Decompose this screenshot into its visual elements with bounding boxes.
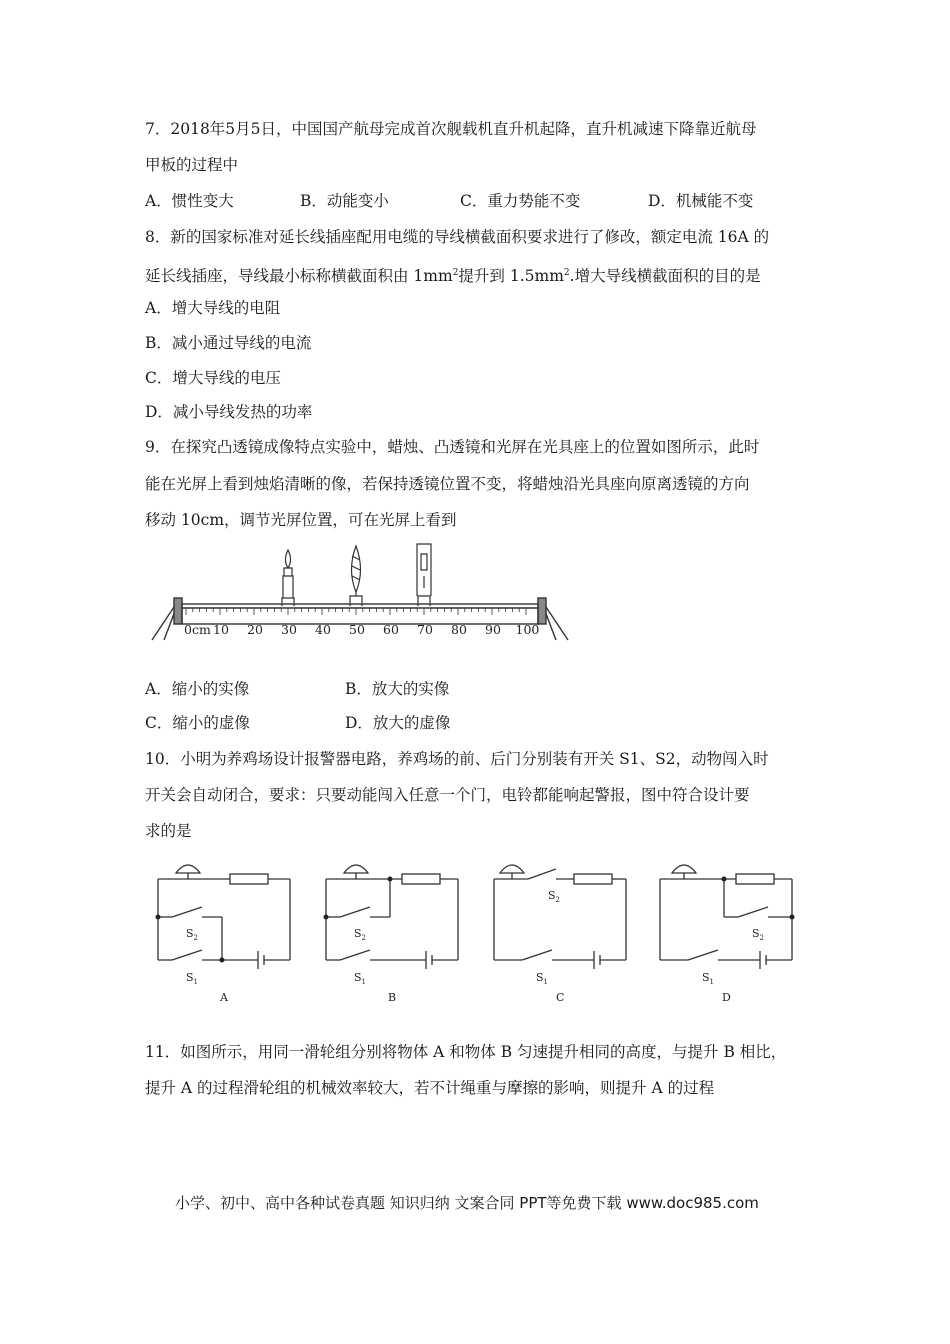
q9-stem-line2: 能在光屏上看到烛焰清晰的像，若保持透镜位置不变，将蜡烛沿光具座向原离透镜的方向: [145, 475, 750, 493]
convex-lens: [350, 546, 362, 606]
q8-option-d: D．减小导线发热的功率: [145, 403, 313, 421]
switch-s1: [522, 950, 552, 960]
resistor: [402, 874, 440, 884]
switch-s2: [172, 907, 202, 917]
circuit-label-b: B: [388, 991, 397, 1004]
switch-s1: [172, 950, 202, 960]
label-s2: $S_2$: [752, 927, 765, 942]
label-s1: $S_1$: [702, 971, 715, 986]
switch-s2: [340, 907, 370, 917]
q11-stem-line1: 11．如图所示，用同一滑轮组分别将物体 A 和物体 B 匀速提升相同的高度，与提升 B 相比，: [145, 1043, 787, 1061]
q7-stem-line1: 7．2018年5月5日，中国国产航母完成首次舰载机直升机起降，直升机减速下降靠近航母: [145, 120, 757, 138]
q8-stem-line2-part-b: 提升到 1.5mm: [458, 267, 564, 286]
q10-stem-line2: 开关会自动闭合，要求：只要动能闯入任意一个门，电铃都能响起警报，图中符合设计要: [145, 786, 750, 804]
bench-label: 70: [417, 622, 433, 637]
switch-s2: [738, 907, 768, 917]
q9-option-b: B．放大的实像: [345, 680, 450, 698]
q8-superscript-2: 2: [563, 268, 570, 278]
q8-stem-line2-part-a: 延长线插座，导线最小标称横截面积由 1mm: [145, 267, 453, 286]
resistor: [736, 874, 774, 884]
circuit-a: [150, 855, 300, 1005]
circuit-d: [652, 855, 802, 1005]
bell-icon: [672, 865, 696, 873]
q7-option-a: A．惯性变大: [145, 192, 234, 210]
bench-label: 10: [213, 622, 229, 637]
label-s1: $S_1$: [536, 971, 549, 986]
bench-label: 40: [315, 622, 331, 637]
q7-option-c: C．重力势能不变: [460, 192, 581, 210]
q10-stem-line1: 10．小明为养鸡场设计报警器电路，养鸡场的前、后门分别装有开关 S1、S2，动物闯入时: [145, 750, 769, 768]
q7-stem-line2: 甲板的过程中: [145, 156, 239, 174]
q9-option-c: C．缩小的虚像: [145, 714, 250, 732]
q9-option-a: A．缩小的实像: [145, 680, 250, 698]
label-s2: $S_2$: [186, 927, 199, 942]
q8-option-b: B．减小通过导线的电流: [145, 334, 312, 352]
switch-s1: [340, 950, 370, 960]
circuit-b: [318, 855, 468, 1005]
bell-icon: [176, 865, 200, 873]
resistor: [230, 874, 268, 884]
bench-label: 100: [515, 622, 540, 637]
candle: [282, 550, 294, 606]
bench-label: 50: [349, 622, 365, 637]
q7-option-d: D．机械能不变: [648, 192, 754, 210]
label-s1: $S_1$: [354, 971, 367, 986]
light-screen: [417, 544, 431, 606]
bench-left-block: [174, 598, 182, 624]
label-s2: $S_2$: [548, 889, 561, 904]
q7-option-b: B．动能变小: [300, 192, 389, 210]
page-footer: 小学、初中、高中各种试卷真题 知识归纳 文案合同 PPT等免费下载 www.doc985.com: [175, 1194, 759, 1212]
bell-icon: [344, 865, 368, 873]
q9-option-d: D．放大的虚像: [345, 714, 451, 732]
switch-s1: [688, 950, 718, 960]
bench-label: 90: [485, 622, 501, 637]
bench-label: 30: [281, 622, 297, 637]
q11-stem-line2: 提升 A 的过程滑轮组的机械效率较大，若不计绳重与摩擦的影响，则提升 A 的过程: [145, 1079, 715, 1097]
resistor: [574, 874, 612, 884]
bench-label: 60: [383, 622, 399, 637]
q8-stem-line2-part-c: .增大导线横截面积的目的是: [569, 267, 761, 286]
q8-stem-line2: [145, 263, 761, 286]
circuit-c: [486, 855, 636, 1005]
q8-option-c: C．增大导线的电压: [145, 369, 281, 387]
q9-stem-line3: 移动 10cm，调节光屏位置，可在光屏上看到: [145, 511, 457, 529]
bench-label: 0cm: [184, 622, 211, 637]
circuit-label-a: A: [220, 991, 228, 1004]
bell-icon: [500, 865, 524, 873]
q8-option-a: A．增大导线的电阻: [145, 299, 281, 317]
bench-label: 20: [247, 622, 263, 637]
bench-scale-ticks: [186, 608, 526, 615]
bench-right-block: [538, 598, 546, 624]
q9-stem-line1: 9．在探究凸透镜成像特点实验中，蜡烛、凸透镜和光屏在光具座上的位置如图所示，此时: [145, 438, 760, 456]
optical-bench-figure: [150, 540, 570, 648]
label-s1: $S_1$: [186, 971, 199, 986]
circuit-label-d: D: [722, 991, 731, 1004]
q8-superscript-1: 2: [452, 268, 459, 278]
circuit-label-c: C: [556, 991, 565, 1004]
switch-s2: [528, 869, 556, 879]
q10-stem-line3: 求的是: [145, 822, 192, 840]
q8-stem-line1: 8．新的国家标准对延长线插座配用电缆的导线横截面积要求进行了修改，额定电流 16A 的: [145, 228, 770, 246]
bench-rail: [182, 604, 538, 624]
label-s2: $S_2$: [354, 927, 367, 942]
bench-label: 80: [451, 622, 467, 637]
